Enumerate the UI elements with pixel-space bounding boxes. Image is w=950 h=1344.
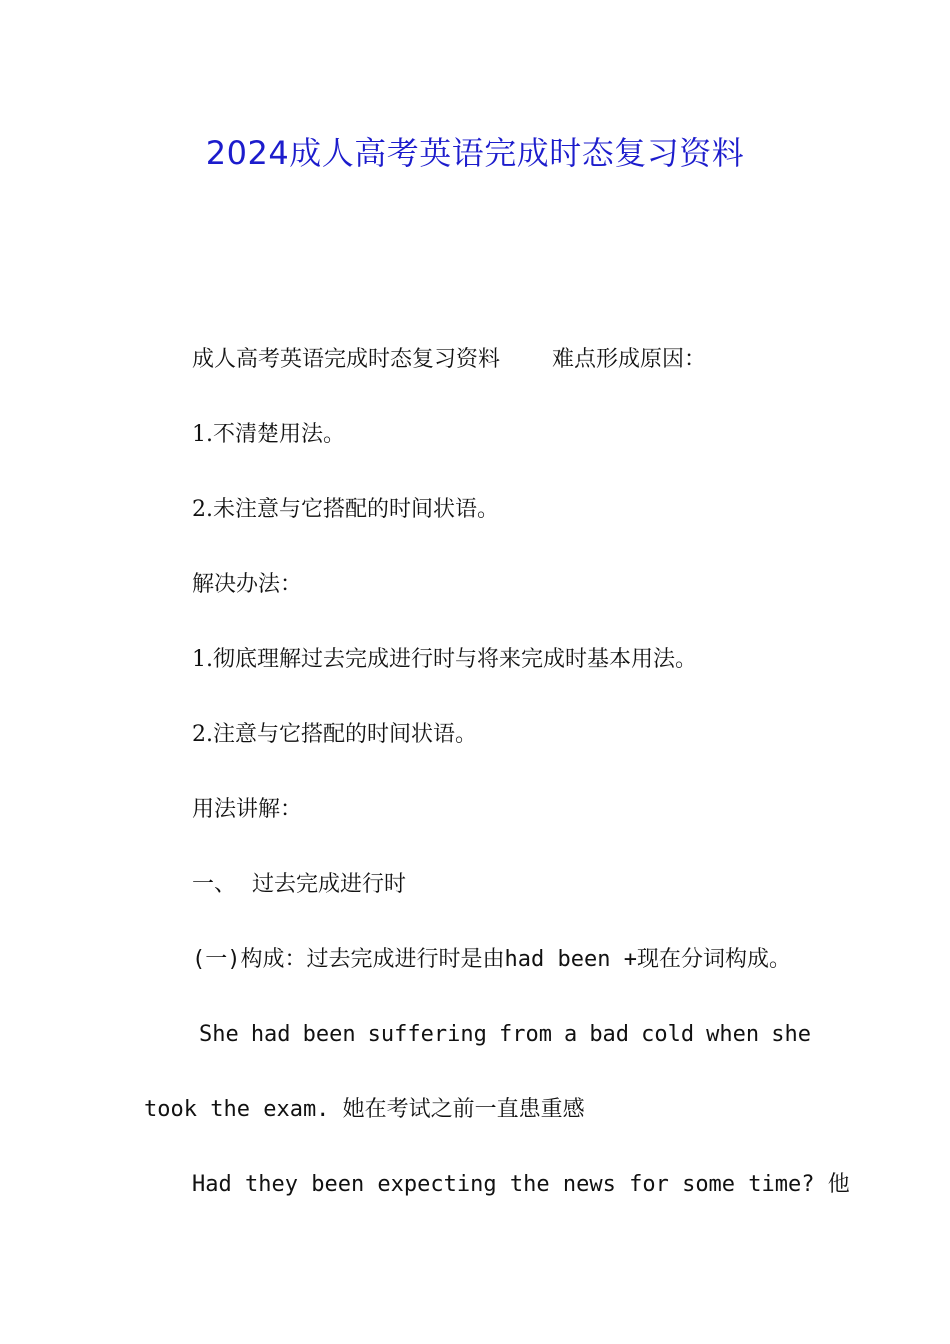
example-word: cold — [641, 1022, 695, 1047]
example-2-line: Had they been expecting the news for some time? 他 — [192, 1172, 850, 1197]
example-word: when — [706, 1022, 760, 1047]
reason-2: 2.未注意与它搭配的时间状语。 — [192, 497, 499, 522]
intro-left-text: 成人高考英语完成时态复习资料 — [192, 347, 501, 372]
example-word: had — [250, 1022, 291, 1047]
example-1-continuation: took the exam. 她在考试之前一直患重感 — [144, 1097, 585, 1122]
section-number: 一、 — [192, 872, 237, 897]
solution-1: 1.彻底理解过去完成进行时与将来完成时基本用法。 — [192, 647, 697, 672]
example-word: a — [564, 1022, 578, 1047]
intro-right-text: 难点形成原因： — [552, 347, 707, 372]
example-word: suffering — [367, 1022, 487, 1047]
structure-line: (一)构成：过去完成进行时是由had been +现在分词构成。 — [192, 947, 791, 972]
section-1-heading — [192, 870, 406, 900]
example-1-line — [199, 1020, 811, 1050]
intro-line — [192, 345, 706, 375]
reason-1: 1.不清楚用法。 — [192, 422, 345, 447]
solution-heading: 解决办法： — [192, 572, 303, 597]
example-word: from — [498, 1022, 552, 1047]
example-word: been — [302, 1022, 356, 1047]
document-title: 2024成人高考英语完成时态复习资料 — [205, 134, 745, 172]
example-word: She — [199, 1022, 239, 1047]
section-title: 过去完成进行时 — [252, 872, 407, 897]
usage-heading: 用法讲解： — [192, 797, 303, 822]
solution-2: 2.注意与它搭配的时间状语。 — [192, 722, 477, 747]
example-word: she — [771, 1022, 811, 1047]
example-word: bad — [589, 1022, 630, 1047]
